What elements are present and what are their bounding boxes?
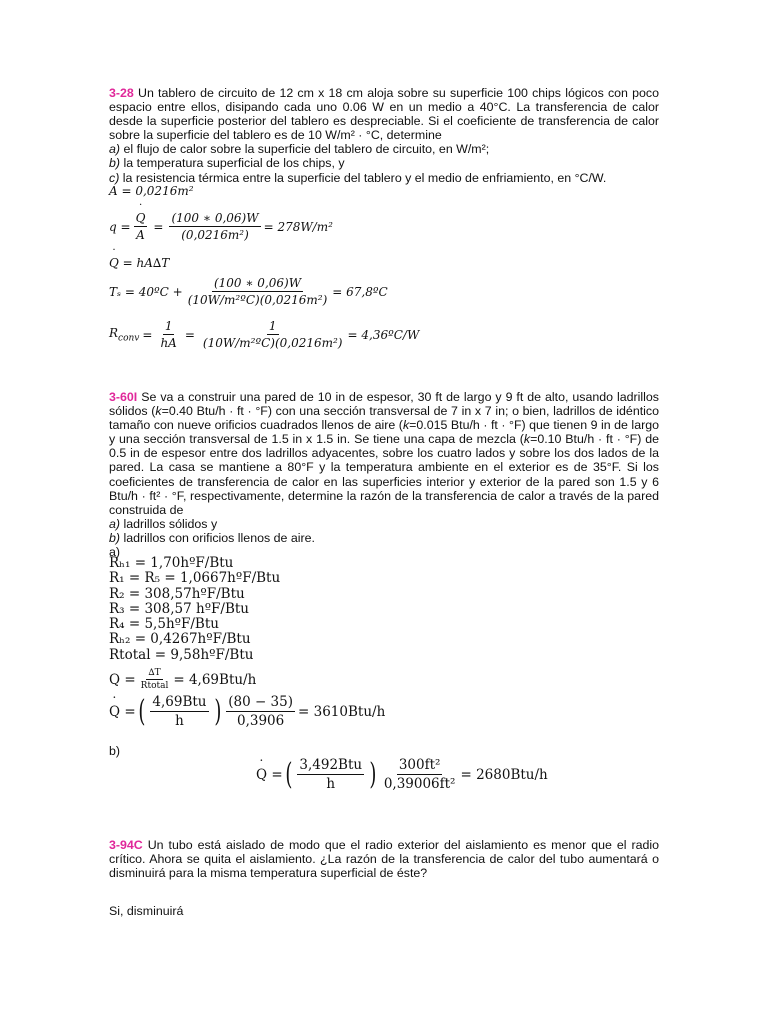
answer-text: Si, disminuirá	[109, 904, 184, 918]
solution-b-label: b)	[109, 744, 121, 758]
equation-heat-flux: q = ˙ $\frac{Q}{A}$ = $\frac{(100 ∗ 0,06)W}{\text{(0,0216m²)}}$ = 278W/m²	[109, 211, 333, 242]
resistance-h2: Rₕ₂ = 0,4267hºF/Btu	[109, 631, 251, 648]
resistance-2: R₂ = 308,57hºF/Btu	[109, 585, 245, 602]
part-a: a) el flujo de calor sobre la superficie del tablero de circuito, en W/m²;	[109, 142, 490, 157]
equation-heat-rate-hollow-wall: ˙ Q = ( $\frac{\text{3,492Btu}}{h}$ ) $\frac{\text{300ft²}}{\text{0,39006ft²}}$ = 2680Btu/h	[256, 757, 548, 792]
problem-id: 3-28	[109, 86, 134, 100]
problem-statement: 3-60I Se va a construir una pared de 10 in de espesor, 30 ft de largo y 9 ft de alto, usando ladrillos sólidos (k=0.40 Btu/h · ft · °F) con una sección transversal de 7 in x 7 in; o bien, ladrillos de idéntico tamaño con nueve orificios cuadrados llenos de aire (k=0.015 Btu/h · ft · °F) que tienen 9 in de largo y una sección transversal de 1.5 in x 1.5 in. Se tiene una capa de mezcla (k=0.10 Btu/h · ft · °F) de 0.5 in de espesor entre dos ladrillos adyacentes, sobre los cuatro lados y sobre los dos lados de la pared. La casa se mantiene a 80°F y la temperatura ambiente en el exterior es de 35°F. Si los coeficientes de transferencia de calor en las superficies interior y exterior de la pared son 1.5 y 6 Btu/h · ft² · °F, respectivamente, determine la razón de la transferencia de calor a través de la pared construida de	[109, 390, 659, 517]
problem-statement: 3-28 Un tablero de circuito de 12 cm x 18 cm aloja sobre su superficie 100 chips lógicos con poco espacio entre ellos, disipando cada uno 0.06 W en un medio a 40°C. La transferencia de calor desde la superficie posterior del tablero es despreciable. Si el coeficiente de transferencia de calor sobre la superficie del tablero es de 10 W/m² · °C, determine	[109, 86, 659, 143]
problem-id: 3-60I	[109, 390, 138, 404]
resistance-1-5: R₁ = R₅ = 1,0667hºF/Btu	[109, 570, 281, 587]
resistance-4: R₄ = 5,5hºF/Btu	[109, 616, 219, 633]
resistance-h1: Rₕ₁ = 1,70hºF/Btu	[109, 555, 234, 571]
problem-3-28	[109, 86, 659, 185]
solution-a-label: a)	[109, 545, 121, 560]
part-b: b) la temperatura superficial de los chips, y	[109, 156, 345, 171]
resistance-list	[109, 556, 280, 663]
equation-surface-temperature: Tₛ = 40ºC + $\frac{(100 ∗ 0,06)W}{\text{(10W/m²ºC)(0,0216m²)}}$ = 67,8ºC	[109, 276, 388, 307]
equation-newton-cooling: ˙ Q = hA∆T	[109, 256, 169, 270]
part-c: c) la resistencia térmica entre la superficie del tablero y el medio de enfriamiento, en °C/W.	[109, 170, 607, 185]
part-a: a) ladrillos sólidos y	[109, 516, 218, 531]
resistance-3: R₃ = 308,57 hºF/Btu	[109, 600, 249, 617]
resistance-total: Rtotal = 9,58hºF/Btu	[109, 646, 254, 663]
problem-id: 3-94C	[109, 838, 143, 852]
problem-statement: 3-94C Un tubo está aislado de modo que el radio exterior del aislamiento es menor que el radio crítico. Ahora se quita el aislamiento. ¿La razón de la transferencia de calor del tubo aumentará o disminuirá para la misma temperatura superficial de éste?	[109, 838, 659, 881]
equation-heat-rate-solid-wall: ˙ Q = ( $\frac{\text{4,69Btu}}{h}$ ) $\frac{(80 - 35)}{0,3906}$ = 3610Btu/h	[109, 694, 385, 729]
part-b: b) ladrillos con orificios llenos de aire.	[109, 530, 315, 545]
equation-thermal-resistance: $R_{conv}$ = $\frac{1}{hA}$ = $\frac{1}{\text{(10W/m²ºC)(0,0216m²)}}$ = 4,36ºC/W	[109, 319, 420, 350]
problem-3-60I	[109, 390, 659, 559]
equation-area: A = 0,0216m²	[109, 184, 194, 198]
equation-heat-rate-per-brick: Q = $\frac{\Delta T}{\text{Rtotal}}$ = 4,69Btu/h	[109, 668, 257, 691]
problem-3-94C	[109, 838, 659, 880]
